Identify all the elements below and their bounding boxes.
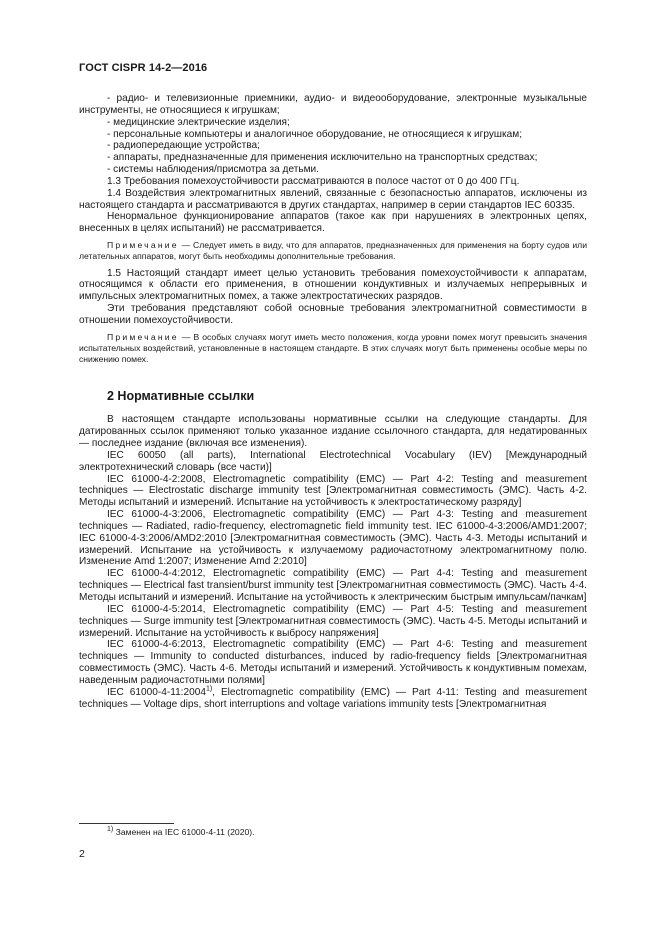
list-item: - аппараты, предназначенные для применения исключительно на транспортных средствах; bbox=[107, 152, 538, 164]
paragraph: Эти требования представляют собой основные требования электромагнитной совместимости в отношении помехоустойчивости. bbox=[79, 303, 587, 326]
note-text: — В особых случаях могут иметь место положения, когда уровни помех могут превысить значения испытательных воздействий, установленные в настоящем стандарте. В этих случаях могут быть применены особые меры по снижению помех. bbox=[79, 331, 587, 365]
note-2 bbox=[79, 332, 587, 366]
note-label: Примечание bbox=[107, 240, 179, 251]
reference-code: IEC 61000-4-11:2004 bbox=[107, 686, 206, 698]
footnote bbox=[107, 827, 255, 838]
clause-1-3: 1.3 Требования помехоустойчивости рассматриваются в полосе частот от 0 до 400 ГГц. bbox=[107, 175, 520, 187]
list-item: - радио- и телевизионные приемники, аудио- и видеооборудование, электронные музыкальные инструменты, не относящиеся к игрушкам; bbox=[79, 93, 587, 116]
section-intro: В настоящем стандарте использованы нормативные ссылки на следующие стандарты. Для датированных ссылок применяют только указанное издание ссылочного стандарта, для недатированных — последнее издание (включая все изменения). bbox=[79, 414, 587, 450]
clause-1-4: 1.4 Воздействия электромагнитных явлений, связанные с безопасностью аппаратов, исключены из настоящего стандарта и рассматриваются в других стандартах, например в серии стандартов IEC 60335. bbox=[79, 187, 587, 211]
reference-item: IEC 60050 (all parts), International Electrotechnical Vocabulary (IEV) [Международный электротехнический словарь (все части)] bbox=[79, 449, 587, 473]
footnote-text: Заменен на IEC 61000-4-11 (2020). bbox=[113, 827, 255, 837]
note-label: Примечание bbox=[107, 331, 179, 342]
section-title: 2 Нормативные ссылки bbox=[107, 389, 255, 404]
reference-text: , Electromagnetic compatibility (EMC) — Part 4-11: Testing and measurement techniques — Voltage dips, short interruptions and voltage variations immunity tests [Электромагнитная bbox=[79, 686, 587, 710]
note-text: — Следует иметь в виду, что для аппаратов, предназначенных для применения на борту судов или летательных аппаратов, могут быть необходимы дополнительные требования. bbox=[79, 240, 587, 262]
clause-1-5: 1.5 Настоящий стандарт имеет целью установить требования помехоустойчивости к аппаратам, относящимся к области его применения, в отношении кондуктивных и излучаемых непрерывных и импульсных электромагнитных помех, а также электростатических разрядов. bbox=[79, 267, 587, 303]
document-body bbox=[79, 93, 587, 710]
reference-item: IEC 61000-4-6:2013, Electromagnetic compatibility (EMC) — Part 4-6: Testing and measurement techniques — Immunity to conducted disturbances, induced by radio-frequency fields [Электромагнитная совместимость (ЭМС). Часть 4-6. Методы испытаний и измерений. Устойчивость к кондуктивным помехам, наведенным радиочастотными полями] bbox=[79, 639, 587, 686]
paragraph: Ненормальное функционирование аппаратов (такое как при нарушениях в электронных цепях, внесенных в целях испытаний) не рассматривается. bbox=[79, 211, 587, 235]
footnote-number: 1) bbox=[107, 826, 114, 834]
footnote-divider bbox=[79, 823, 174, 824]
reference-item: IEC 61000-4-2:2008, Electromagnetic compatibility (EMC) — Part 4-2: Testing and measurement techniques — Electrostatic discharge immunity test [Электромагнитная совместимость (ЭМС). Часть 4-2. Методы испытаний и измерений. Испытание на устойчивость к электростатическому разряду] bbox=[79, 473, 587, 509]
reference-item: IEC 61000-4-4:2012, Electromagnetic compatibility (EMC) — Part 4-4: Testing and measurement techniques — Electrical fast transient/burst immunity test [Электромагнитная совместимость (ЭМС). Часть 4-4. Методы испытаний и измерений. Испытание на устойчивость к электрическим быстрым импульсам/пачкам] bbox=[79, 568, 587, 604]
note-1 bbox=[79, 240, 587, 262]
page-number: 2 bbox=[79, 848, 85, 860]
list-item: - радиопередающие устройства; bbox=[107, 140, 260, 152]
document-header: ГОСТ CISPR 14-2—2016 bbox=[79, 62, 208, 74]
list-item: - системы наблюдения/присмотра за детьми. bbox=[107, 164, 319, 176]
reference-item bbox=[79, 687, 587, 711]
footnote-marker[interactable]: 1) bbox=[205, 685, 213, 693]
list-item: - персональные компьютеры и аналогичное оборудование, не относящиеся к игрушкам; bbox=[107, 128, 522, 140]
list-item: - медицинские электрические изделия; bbox=[107, 116, 290, 128]
reference-item: IEC 61000-4-3:2006, Electromagnetic compatibility (EMC) — Part 4-3: Testing and measurement techniques — Radiated, radio-frequency, electromagnetic field immunity test. IEC 61000-4-3:2006/AMD1:2007; IEC 61000-4-3:2006/AMD2:2010 [Электромагнитная совместимость (ЭМС). Часть 4-3. Методы испытаний и измерений. Испытание на устойчивость к излучаемому радиочастотному электромагнитному полю. Изменение Amd 1:2007; Изменение Amd 2:2010] bbox=[79, 509, 587, 568]
reference-item: IEC 61000-4-5:2014, Electromagnetic compatibility (EMC) — Part 4-5: Testing and measurement techniques — Surge immunity test [Электромагнитная совместимость (ЭМС). Часть 4-5. Методы испытаний и измерений. Испытание на устойчивость к выбросу напряжения] bbox=[79, 603, 587, 639]
